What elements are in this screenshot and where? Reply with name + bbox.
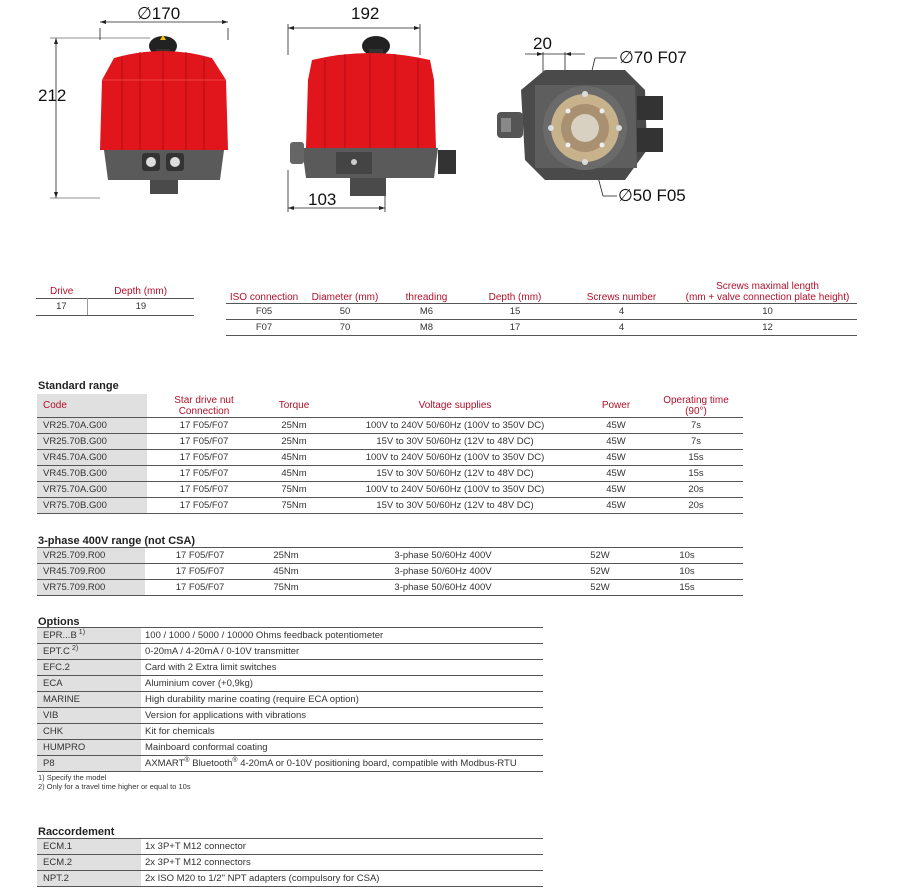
table-row: [37, 564, 743, 580]
option-code: P8: [37, 756, 141, 772]
time-cell: 15s: [631, 580, 743, 596]
connection-description: 1x 3P+T M12 connector: [141, 839, 543, 855]
front-view-drawing: [30, 0, 260, 215]
connection-description: 2x ISO M20 to 1/2" NPT adapters (compulsory for CSA): [141, 871, 543, 887]
table-row: [37, 548, 743, 564]
power-cell: 52W: [569, 580, 631, 596]
footnote-2: 2) Only for a travel time higher or equal to 10s: [38, 782, 191, 791]
footnote-marker: 1): [78, 629, 86, 637]
iso-cell: F07: [226, 320, 302, 336]
voltage-cell: 15V to 30V 50/60Hz (12V to 48V DC): [327, 434, 583, 450]
option-description: Aluminium cover (+0,9kg): [141, 676, 543, 692]
iso-depth-header: Depth (mm): [488, 292, 542, 303]
nut-cell: 17 F05/F07: [145, 548, 255, 564]
voltage-cell: 100V to 240V 50/60Hz (100V to 350V DC): [327, 482, 583, 498]
option-code-text: EPT.C: [43, 646, 70, 658]
time-cell: 15s: [649, 466, 743, 482]
time-cell: 10s: [631, 564, 743, 580]
code-cell: VR75.70B.G00: [37, 498, 147, 514]
iso-cell: 10: [678, 304, 857, 320]
voltage-cell: 100V to 240V 50/60Hz (100V to 350V DC): [327, 418, 583, 434]
option-code-text: HUMPRO: [43, 742, 86, 753]
voltage-cell: 3-phase 50/60Hz 400V: [317, 564, 569, 580]
option-description: Kit for chemicals: [141, 724, 543, 740]
table-row: [37, 580, 743, 596]
screws-length-header: [678, 281, 857, 304]
power-cell: 45W: [583, 466, 649, 482]
table-row: [37, 855, 543, 871]
torque-cell: 45Nm: [255, 564, 317, 580]
drive-table: [36, 286, 194, 316]
nut-cell: 17 F05/F07: [145, 580, 255, 596]
code-cell: VR25.70B.G00: [37, 434, 147, 450]
option-description: Mainboard conformal coating: [141, 740, 543, 756]
power-cell: 45W: [583, 418, 649, 434]
table-row: [37, 434, 743, 450]
option-code-text: MARINE: [43, 694, 80, 705]
iso-connection-header: ISO connection: [229, 292, 299, 303]
code-header: Code: [37, 394, 147, 418]
code-cell: VR45.70B.G00: [37, 466, 147, 482]
table-row: [37, 498, 743, 514]
connection-code: ECM.1: [37, 839, 141, 855]
option-code: [37, 692, 141, 708]
p8-desc-b: Bluetooth: [189, 758, 233, 770]
option-description: Card with 2 Extra limit switches: [141, 660, 543, 676]
code-cell: VR45.709.R00: [37, 564, 145, 580]
nut-cell: 17 F05/F07: [145, 564, 255, 580]
time-cell: 7s: [649, 418, 743, 434]
operating-time-header: Operating time (90°): [663, 394, 729, 417]
connection-description: 2x 3P+T M12 connectors: [141, 855, 543, 871]
option-code: [37, 628, 141, 644]
voltage-cell: 15V to 30V 50/60Hz (12V to 48V DC): [327, 466, 583, 482]
nut-header-line1: Star drive nut: [174, 394, 234, 406]
nut-header: [147, 394, 261, 418]
code-cell: VR75.70A.G00: [37, 482, 147, 498]
table-row: [226, 320, 857, 336]
table-row: [37, 708, 543, 724]
voltage-cell: 15V to 30V 50/60Hz (12V to 48V DC): [327, 498, 583, 514]
time-cell: 15s: [649, 450, 743, 466]
p8-reg-1: ®: [184, 757, 190, 765]
code-cell: VR25.709.R00: [37, 548, 145, 564]
option-description: Version for applications with vibrations: [141, 708, 543, 724]
nut-header-line2: Connection: [178, 405, 230, 417]
drive-header: Drive: [50, 286, 74, 298]
option-description: [141, 756, 543, 772]
option-code: [37, 740, 141, 756]
dimension-f05: ∅50 F05: [618, 186, 686, 205]
time-cell: 20s: [649, 498, 743, 514]
nut-cell: 17 F05/F07: [147, 498, 261, 514]
table-row: [37, 676, 543, 692]
time-cell: 10s: [631, 548, 743, 564]
iso-cell: 70: [302, 320, 388, 336]
standard-range-title: Standard range: [38, 380, 119, 392]
diameter-header: Diameter (mm): [311, 292, 379, 303]
option-code: [37, 724, 141, 740]
option-description: High durability marine coating (require ECA option): [141, 692, 543, 708]
torque-header: Torque: [278, 400, 310, 411]
iso-cell: 50: [302, 304, 388, 320]
torque-cell: 75Nm: [261, 482, 327, 498]
footnote-marker: 2): [71, 645, 79, 653]
p8-desc-c: 4-20mA or 0-10V positioning board, compatible with Modbus-RTU: [237, 758, 517, 770]
table-row: [37, 724, 543, 740]
screws-length-header-line1: Screws maximal length: [716, 281, 819, 292]
power-cell: 45W: [583, 482, 649, 498]
power-header: Power: [601, 400, 631, 411]
options-title: Options: [38, 616, 80, 628]
three-phase-table: [37, 547, 743, 596]
table-row: [37, 482, 743, 498]
code-cell: VR45.70A.G00: [37, 450, 147, 466]
table-row: [37, 418, 743, 434]
iso-cell: 17: [465, 320, 565, 336]
iso-cell: M8: [388, 320, 465, 336]
depth-header: Depth (mm): [114, 286, 168, 298]
voltage-cell: 100V to 240V 50/60Hz (100V to 350V DC): [327, 450, 583, 466]
dimension-height-212: 212: [38, 86, 67, 105]
option-code: [37, 660, 141, 676]
power-cell: 52W: [569, 548, 631, 564]
option-code: [37, 644, 141, 660]
table-row: [37, 628, 543, 644]
side-view-drawing: [270, 0, 470, 215]
options-table: [37, 627, 543, 772]
dimension-depth-103: 103: [308, 190, 337, 209]
table-row: [37, 450, 743, 466]
option-code-text: ECA: [43, 678, 63, 689]
power-cell: 45W: [583, 434, 649, 450]
option-description: 100 / 1000 / 5000 / 10000 Ohms feedback potentiometer: [141, 628, 543, 644]
raccordement-table: [37, 838, 543, 887]
iso-cell: 4: [565, 304, 678, 320]
nut-cell: 17 F05/F07: [147, 466, 261, 482]
iso-cell: 4: [565, 320, 678, 336]
dimension-width-192: 192: [351, 4, 380, 23]
voltage-header: Voltage supplies: [418, 400, 492, 411]
nut-cell: 17 F05/F07: [147, 450, 261, 466]
connection-code: NPT.2: [37, 871, 141, 887]
table-row: [37, 740, 543, 756]
option-code-text: VIB: [43, 710, 59, 721]
connection-code: ECM.2: [37, 855, 141, 871]
drive-value: 17: [36, 298, 87, 315]
three-phase-title: 3-phase 400V range (not CSA): [38, 535, 196, 547]
p8-reg-2: ®: [232, 757, 238, 765]
table-row: [37, 660, 543, 676]
iso-cell: M6: [388, 304, 465, 320]
raccordement-title: Raccordement: [38, 826, 115, 838]
table-row: [37, 644, 543, 660]
dimension-offset-20: 20: [533, 34, 552, 53]
torque-cell: 75Nm: [261, 498, 327, 514]
dimension-f07: ∅70 F07: [619, 48, 687, 67]
p8-desc-a: AXMART: [145, 758, 185, 770]
torque-cell: 75Nm: [255, 580, 317, 596]
voltage-cell: 3-phase 50/60Hz 400V: [317, 580, 569, 596]
screws-number-header: Screws number: [586, 292, 657, 303]
table-row: [37, 839, 543, 855]
table-row: [37, 692, 543, 708]
table-row: [37, 756, 543, 772]
torque-cell: 25Nm: [255, 548, 317, 564]
screws-length-header-line2: (mm + valve connection plate height): [685, 292, 850, 303]
dimension-diameter-170: ∅170: [137, 4, 181, 23]
table-row: [37, 871, 543, 887]
option-code-text: EFC.2: [43, 662, 70, 673]
footnote-1: 1) Specify the model: [38, 773, 107, 782]
code-cell: VR25.70A.G00: [37, 418, 147, 434]
time-cell: 20s: [649, 482, 743, 498]
nut-cell: 17 F05/F07: [147, 418, 261, 434]
table-row: [37, 466, 743, 482]
voltage-cell: 3-phase 50/60Hz 400V: [317, 548, 569, 564]
nut-cell: 17 F05/F07: [147, 482, 261, 498]
time-cell: 7s: [649, 434, 743, 450]
nut-cell: 17 F05/F07: [147, 434, 261, 450]
iso-cell: 15: [465, 304, 565, 320]
threading-header: threading: [405, 292, 448, 303]
power-cell: 45W: [583, 450, 649, 466]
standard-range-table: [37, 394, 743, 514]
iso-cell: F05: [226, 304, 302, 320]
option-code-text: CHK: [43, 726, 64, 737]
option-code: [37, 708, 141, 724]
drive-depth-value: 19: [87, 298, 194, 315]
option-code-text: EPR...B: [43, 630, 77, 642]
torque-cell: 45Nm: [261, 450, 327, 466]
power-cell: 52W: [569, 564, 631, 580]
iso-table: [226, 281, 857, 336]
option-description: 0-20mA / 4-20mA / 0-10V transmitter: [141, 644, 543, 660]
torque-cell: 25Nm: [261, 434, 327, 450]
iso-cell: 12: [678, 320, 857, 336]
code-cell: VR75.709.R00: [37, 580, 145, 596]
torque-cell: 45Nm: [261, 466, 327, 482]
option-code: [37, 676, 141, 692]
power-cell: 45W: [583, 498, 649, 514]
torque-cell: 25Nm: [261, 418, 327, 434]
table-row: [226, 304, 857, 320]
